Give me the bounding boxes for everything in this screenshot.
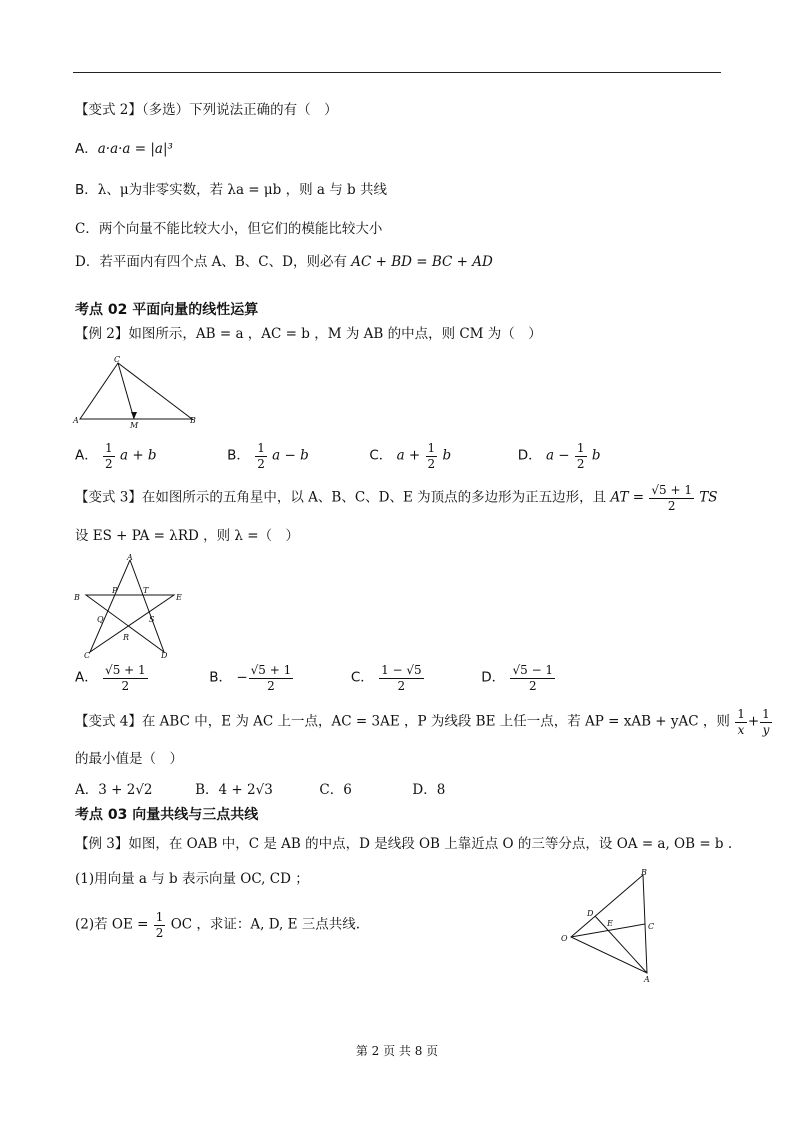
bianshi2-option-d: D．若平面内有四个点 A、B、C、D，则必有 AC + BD = BC + AD — [75, 254, 493, 270]
fig-label-p: P — [112, 586, 118, 595]
li2-question: 【例 2】如图所示，AB = a ，AC = b ，M 为 AB 的中点，则 CM 为（ ） — [75, 326, 542, 342]
bianshi3-question-line2: 设 ES + PA = λRD ，则 λ =（ ） — [75, 528, 300, 544]
fig-label-o: O — [561, 934, 568, 943]
fig-label-d: D — [587, 909, 594, 918]
fig-label-c: C — [648, 922, 655, 931]
bianshi2-option-b: B．λ、μ为非零实数，若 λa = μb ，则 a 与 b 共线 — [75, 182, 387, 198]
fig-label-a: A — [644, 975, 650, 984]
fig-label-a: A — [73, 416, 79, 425]
fig-label-e: E — [176, 593, 182, 602]
fig-label-t: T — [143, 586, 149, 595]
fig-label-d: D — [161, 651, 168, 660]
bianshi4-question: 【变式 4】在 ABC 中，E 为 AC 上一点，AC = 3AE ，P 为线段 BE 上任一点，若 AP = xAB + yAC ，则 $\frac{1}{x}$ + $\frac{1}{y}$ — [75, 707, 770, 737]
fig-label-a: A — [127, 554, 133, 562]
li3-part2: (2)若 OE = $\frac{1}{2}$ OC ，求证：A, D, E 三点共线. — [75, 910, 361, 940]
fig-label-e: E — [607, 919, 613, 928]
fig-label-c: C — [84, 651, 91, 660]
fig-label-b: B — [74, 593, 80, 602]
triangle-figure-li2 — [72, 355, 202, 430]
fig-label-c: C — [114, 355, 121, 364]
li2-options: A． $\frac{1}{2}$ a + b B． $\frac{1}{2}$ a − b C． a + $\frac{1}{2}$ b D． a − $\frac{1}{2}$ b — [75, 441, 601, 471]
fig-label-b: B — [190, 416, 196, 425]
bianshi3-question-line1: 【变式 3】在如图所示的五角星中，以 A、B、C、D、E 为顶点的多边形为正五边形，且 AT = $\frac{√5 + 1}{2}$ TS — [75, 483, 718, 513]
bianshi4-options: A．3 + 2√2 B．4 + 2√3 C．6 D．8 — [75, 782, 446, 798]
fig-label-r: R — [123, 633, 130, 642]
page-footer: 第 2 页 共 8 页 — [355, 1044, 439, 1058]
li3-question: 【例 3】如图，在 OAB 中，C 是 AB 的中点，D 是线段 OB 上靠近点 O 的三等分点，设 OA = a, OB = b . — [75, 836, 733, 852]
fig-label-q: Q — [97, 615, 104, 624]
fig-label-m: M — [130, 421, 139, 430]
header-rule — [73, 72, 721, 73]
bianshi3-options: A． $\frac{√5 + 1}{2}$ B． − $\frac{√5 + 1}{2}$ C． $\frac{1 - √5}{2}$ D． $\frac{√5 - 1}{2}$ — [75, 663, 554, 693]
bianshi2-option-a: A．a·a·a = |a|³ — [75, 141, 173, 157]
section-03-title: 考点 03 向量共线与三点共线 — [75, 807, 259, 823]
fig-label-b: B — [641, 868, 647, 877]
pentagram-figure — [70, 554, 190, 660]
triangle-figure-li3 — [555, 865, 665, 985]
fig-label-s: S — [149, 615, 155, 624]
bianshi4-question-tail: 的最小值是（ ） — [75, 751, 183, 767]
bianshi2-option-c: C．两个向量不能比较大小，但它们的模能比较大小 — [75, 221, 383, 237]
bianshi2-question: 【变式 2】（多选）下列说法正确的有（ ） — [75, 102, 338, 118]
section-02-title: 考点 02 平面向量的线性运算 — [75, 302, 259, 318]
li3-part1: (1)用向量 a 与 b 表示向量 OC, CD ； — [75, 871, 309, 887]
